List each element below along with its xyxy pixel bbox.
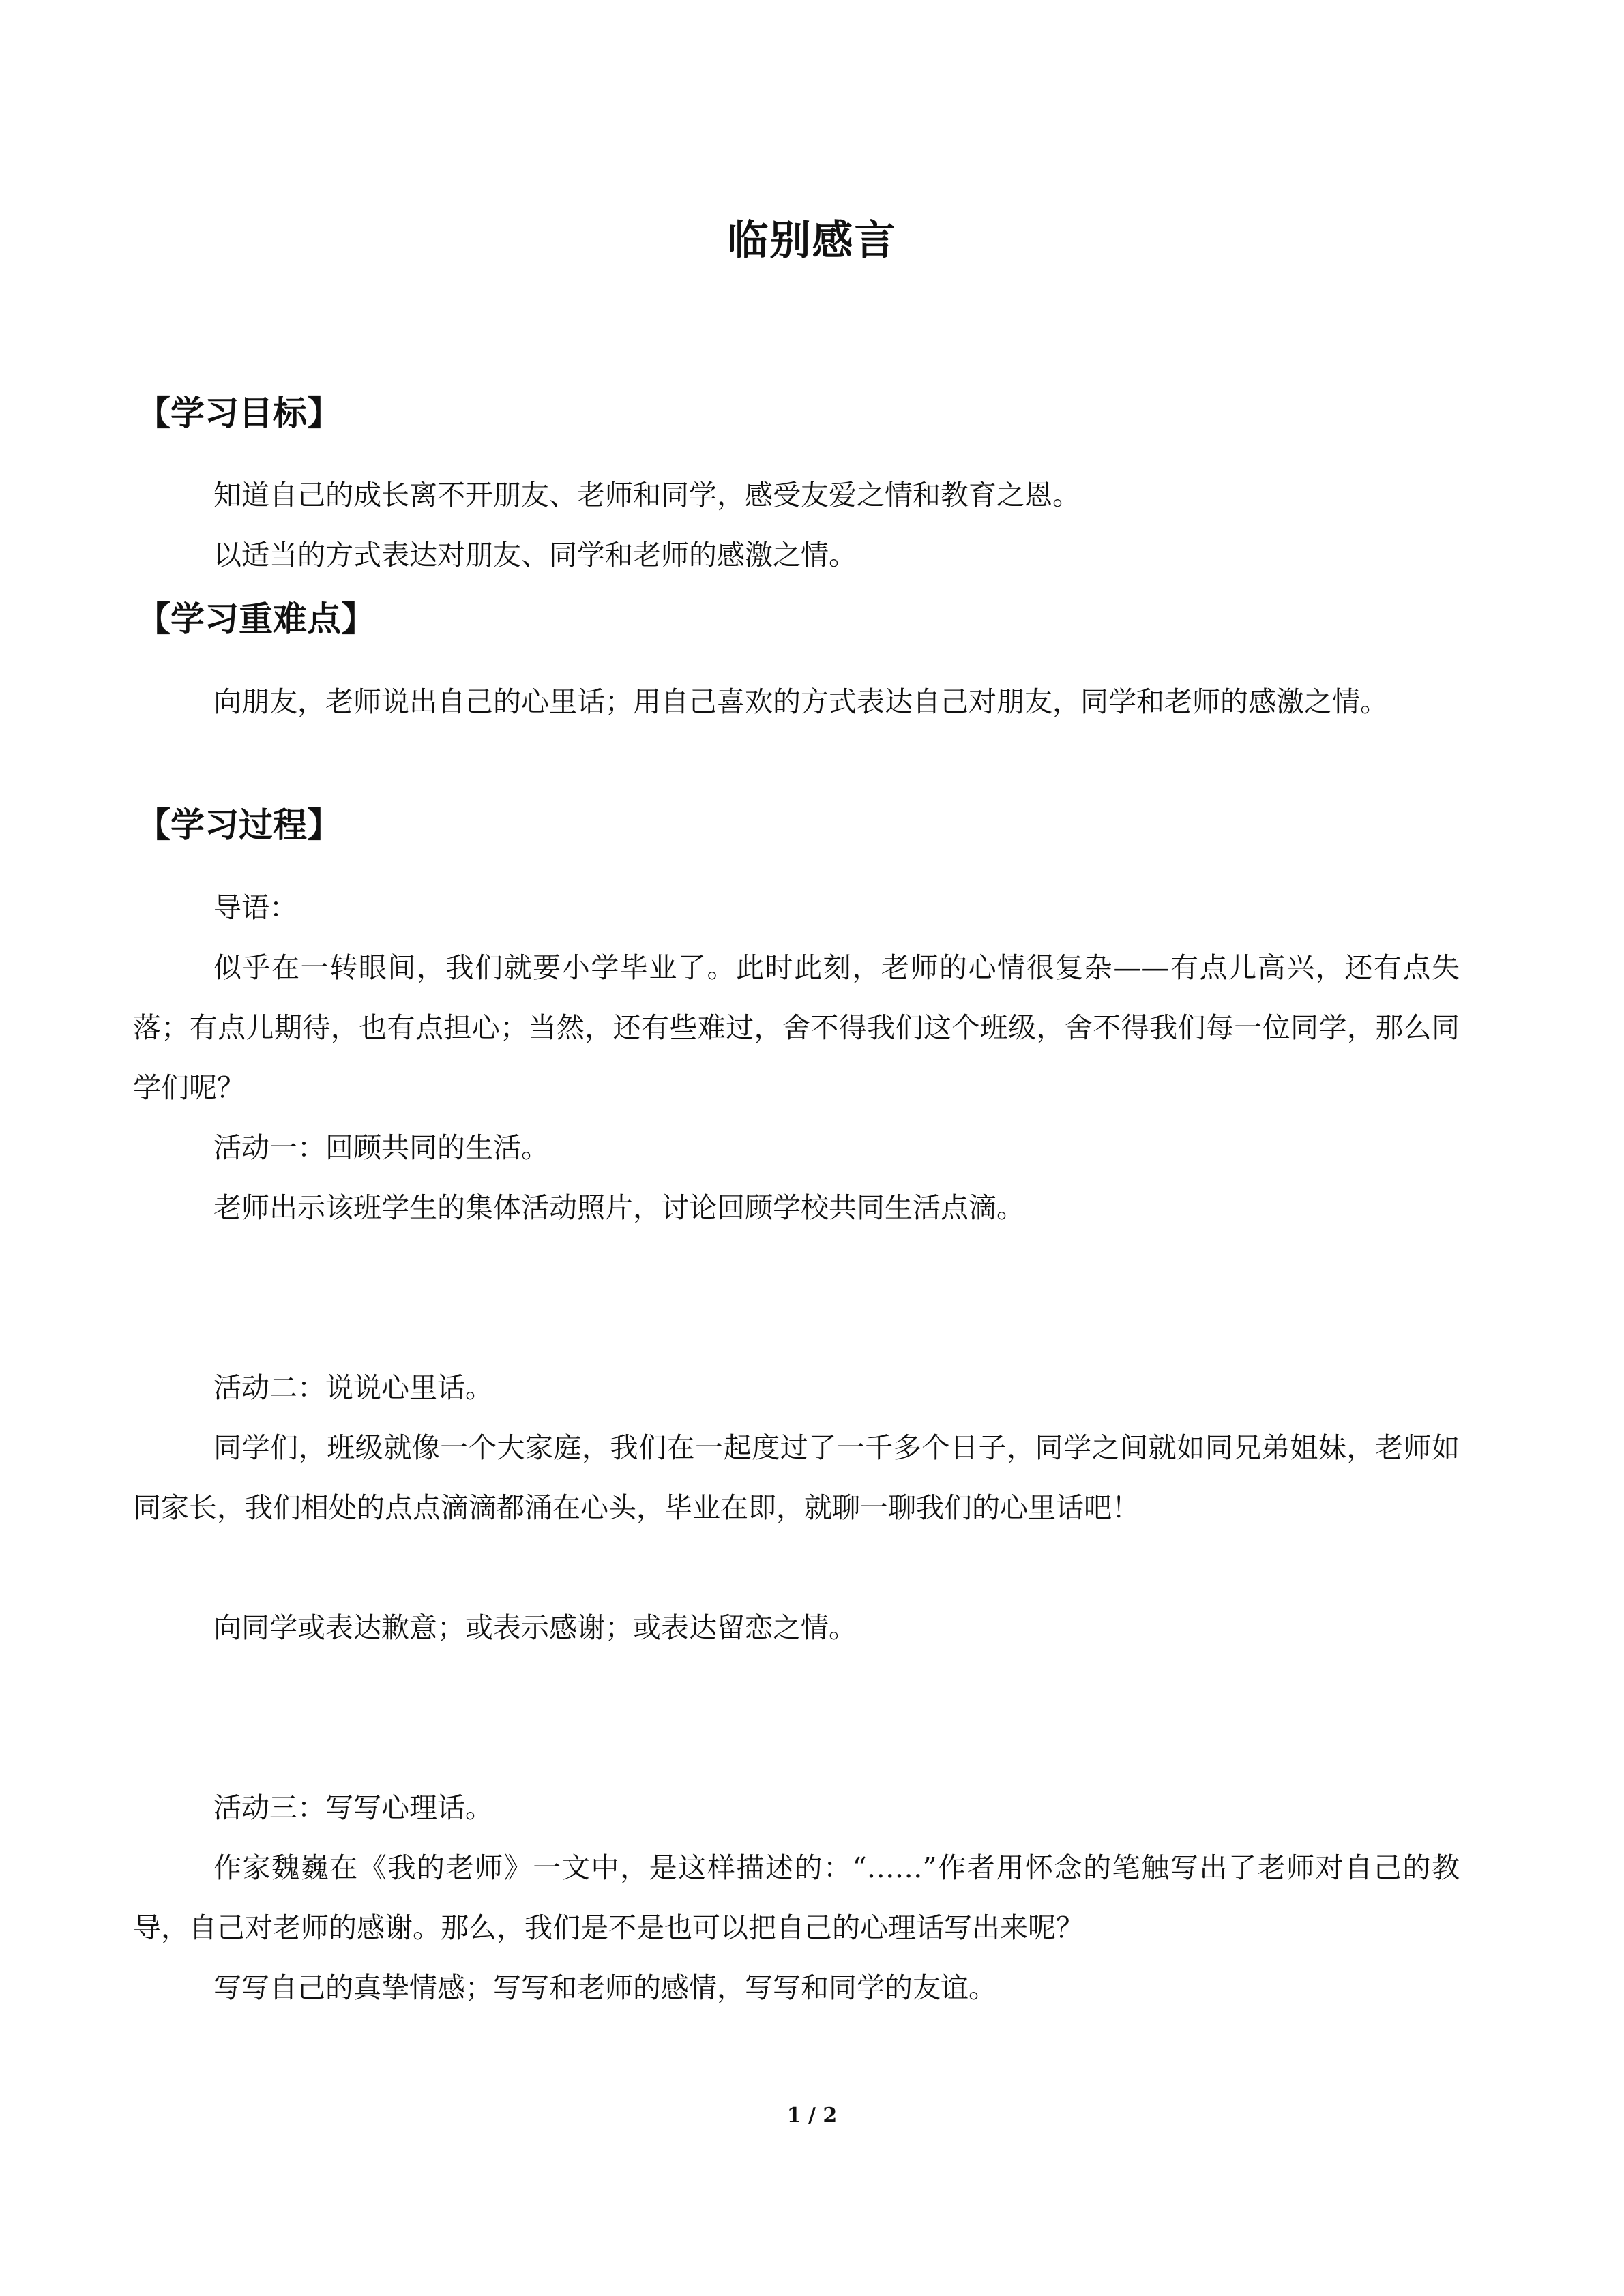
paragraph: 知道自己的成长离不开朋友、老师和同学，感受友爱之情和教育之恩。	[213, 479, 1080, 511]
paragraph-activity-three: 活动三：写写心理话。	[213, 1791, 493, 1824]
paragraph-intro: 似乎在一转眼间，我们就要小学毕业了。此时此刻，老师的心情很复杂——有点儿高兴，还有点失落；有点儿期待，也有点担心；当然，还有些难过，舍不得我们这个班级，舍不得我们每一位同学，那么同学们呢？	[133, 951, 1460, 1104]
paragraph-activity-one: 活动一：回顾共同的生活。	[213, 1131, 549, 1164]
section-heading-objectives: 【学习目标】	[136, 393, 341, 433]
page-number: 1 / 2	[786, 2104, 838, 2128]
section-heading-process: 【学习过程】	[136, 805, 341, 845]
paragraph: 同学们，班级就像一个大家庭，我们在一起度过了一千多个日子，同学之间就如同兄弟姐妹，老师如同家长，我们相处的点点滴滴都涌在心头，毕业在即，就聊一聊我们的心里话吧！	[133, 1431, 1460, 1524]
paragraph: 作家魏巍在《我的老师》一文中，是这样描述的：“……”作者用怀念的笔触写出了老师对自己的教导，自己对老师的感谢。那么，我们是不是也可以把自己的心理话写出来呢？	[133, 1851, 1460, 1944]
section-heading-key-points: 【学习重难点】	[136, 599, 375, 639]
paragraph: 向朋友，老师说出自己的心里话；用自己喜欢的方式表达自己对朋友，同学和老师的感激之情。	[213, 685, 1388, 718]
paragraph-intro-label: 导语：	[213, 891, 297, 924]
paragraph: 向同学或表达歉意；或表示感谢；或表达留恋之情。	[213, 1611, 857, 1644]
paragraph: 以适当的方式表达对朋友、同学和老师的感激之情。	[213, 539, 857, 571]
paragraph-activity-two: 活动二：说说心里话。	[213, 1371, 493, 1404]
paragraph: 老师出示该班学生的集体活动照片，讨论回顾学校共同生活点滴。	[213, 1191, 1024, 1224]
document-title: 临别感言	[727, 217, 897, 265]
paragraph: 写写自己的真挚情感；写写和老师的感情，写写和同学的友谊。	[213, 1971, 996, 2004]
